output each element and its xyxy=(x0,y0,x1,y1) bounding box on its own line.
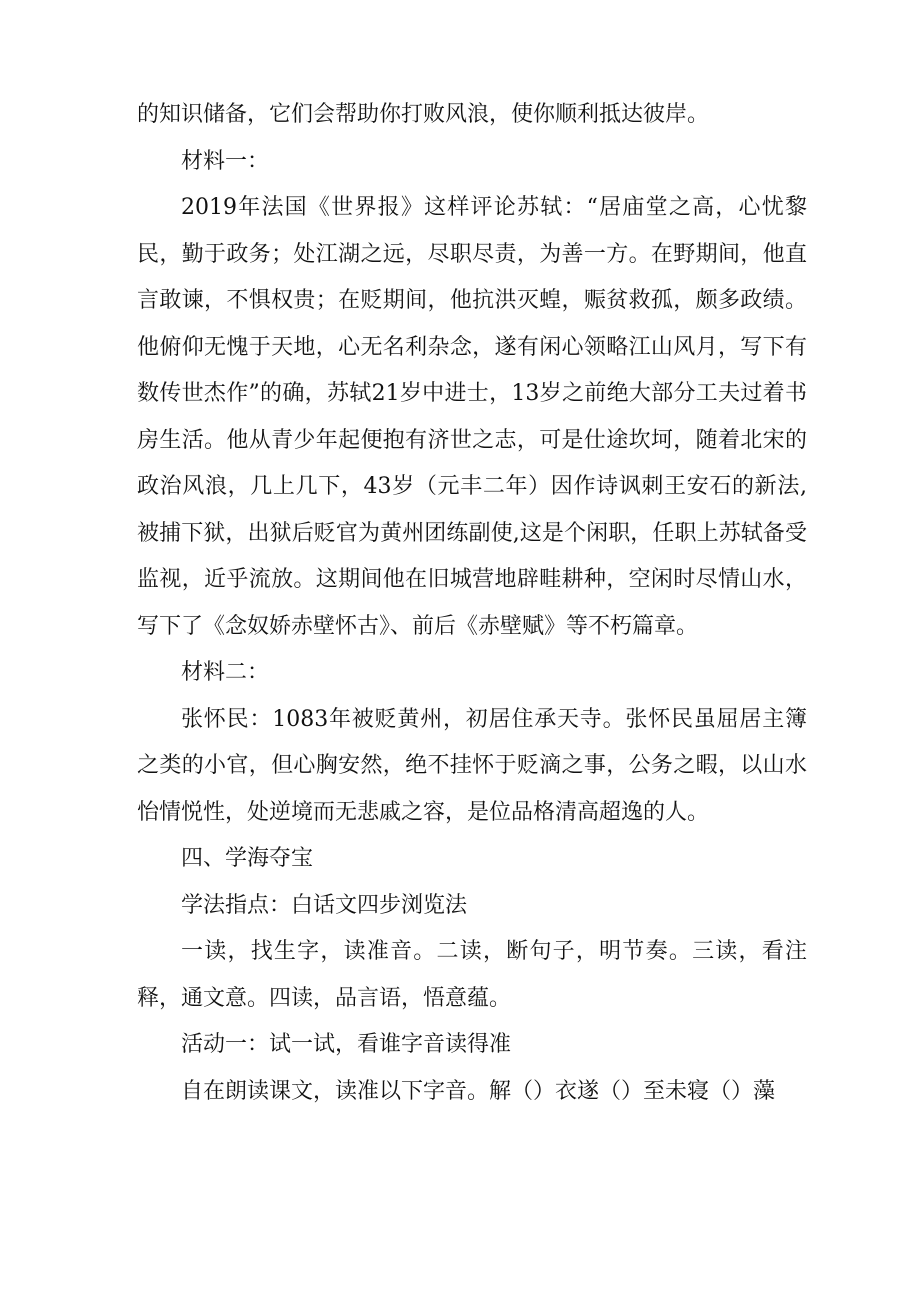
section-heading: 四、学海夺宝 xyxy=(181,846,314,871)
heading-material-one: 材料一： xyxy=(181,148,270,174)
method-tip: 学法指点：白话文四步浏览法 xyxy=(181,892,468,918)
paragraph-reading-steps: 一读，找生字，读准音。二读，断句子，明节奏。三读，看注释，通文意。四读，品言语，悟意蕴。 xyxy=(137,939,807,1011)
heading-material-two: 材料二： xyxy=(181,660,270,685)
paragraph-continuation: 的知识储备，它们会帮助你打败风浪，使你顺利抵达彼岸。 xyxy=(137,102,710,127)
paragraph-material-two: 张怀民：1083年被贬黄州，初居住承天寺。张怀民虽屈居主簿之类的小官，但心胸安然，绝不挂怀于贬滴之事，公务之暇，以山水怡情悦性，处逆境而无悲戚之容，是位品格清高超逸的人。 xyxy=(137,706,807,825)
activity-heading: 活动一：试一试，看谁字音读得准 xyxy=(181,1032,512,1057)
paragraph-material-one: 2019年法国《世界报》这样评论苏轼：“居庙堂之高，心忧黎民，勤于政务；处江湖之远，尽职尽责，为善一方。在野期间，他直言敢谏，不惧权贵；在贬期间，他抗洪灭蝗，赈贫救孤，颇多政绩。他俯仰无愧于天地，心无名利杂念，遂有闲心领略江山风月，写下有数传世杰作”的确，苏轼21岁中进士，13岁之前绝大部分工夫过着书房生活。他从青少年起便抱有济世之志，可是仕途坎坷，随着北宋的政治风浪，几上几下，43岁（元丰二年）因作诗讽刺王安石的新法,被捕下狱，出狱后贬官为黄州团练副使,这是个闲职，任职上苏轼备受监视，近乎流放。这期间他在旧城营地辟畦耕种，空闲时尽情山水，写下了《念奴娇赤壁怀古》、前后《赤壁赋》等不朽篇章。 xyxy=(137,195,807,639)
paragraph-pronunciation: 自在朗读课文，读准以下字音。解（）衣遂（）至未寝（）藻 xyxy=(181,1078,776,1104)
document-body xyxy=(137,92,807,1115)
